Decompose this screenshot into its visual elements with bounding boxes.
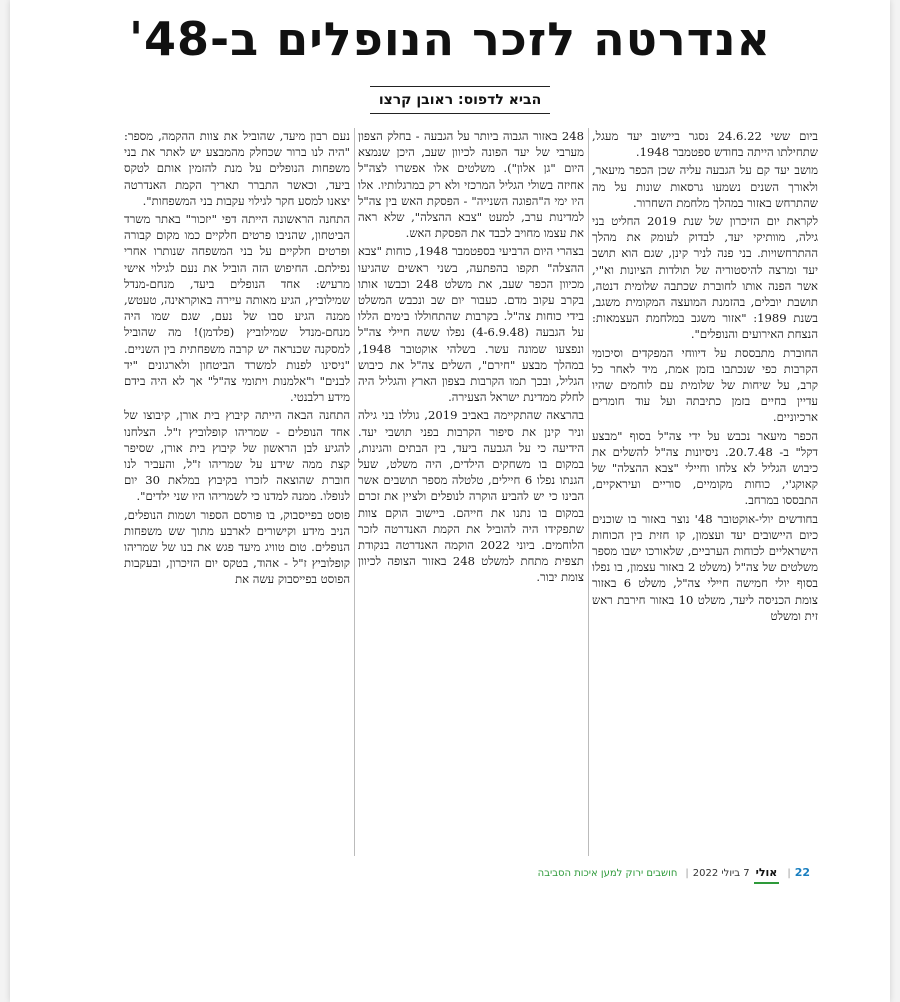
- paragraph: בחודשים יולי-אוקטובר 48' נוצר באזור בו שוכנים כיום היישובים יעד ועצמון, קו חזית בין הכוחות הישראליים לכוחות הערביים, שלאורכו ישבו מספר משלטים של צה"ל (משלט 2 באזור עצמון, בו נפלו בסוף יולי חמישה חיילי צה"ל, משלט 6 באזור צומת הכניסה ליעד, משלט 10 באזור חירבת ראש זית ומשלט: [592, 511, 818, 623]
- article-byline: הביא לדפוס: ראובן קרצו: [370, 86, 550, 114]
- paragraph: התחנה הבאה הייתה קיבוץ בית אורן, קיבוצו של אחד הנופלים - שמריהו קופלוביץ ז"ל. הצלחנו להגיע לבן הראשון של קיבוץ בית אורן, שסיפר קצת ממה שידע על שמריהו ז"ל, והעביר לנו חוברת שהוצאה לזכרו בקיבוץ במלאת 30 יום לנופלו. ממנה למדנו כי לשמריהו היו שני ילדים".: [124, 408, 350, 504]
- paragraph: בהרצאה שהתקיימה באביב 2019, גוללו בני גילה וניר קינן את סיפור הקרבות בפני תושבי יעד. הידיעה כי על הגבעה ביעד, בין הבתים והגינות, במקום בו משחקים הילדים, היה משלט, שעל הגנתו נפלו 6 חיילים, טלטלה מספר תושבים אשר הבינו כי יש להביע הוקרה לנופלים ולציין את זכרם במקום בו נתנו את חייהם. ביישוב הוקם צוות שתפקידו היה להוביל את הקמת האנדרטה לזכר הלוחמים. ביוני 2022 הוקמה האנדרטה בנקודת תצפית מתחת למשלט 248 באזור הצופה לכיוון צומת יבור.: [358, 408, 584, 585]
- newspaper-page: [10, 0, 890, 1002]
- article-column-middle: [358, 128, 584, 858]
- paragraph: 248 באזור הגבוה ביותר על הגבעה - בחלק הצפון מערבי של יעד הפונה לכיוון שעב, היכן שנמצא היום "גן אלון"). משלטים אלו אפשרו לצה"ל אחיזה בשולי הגליל המרכזי ולא רק במרגלותיו. אלו היו ימי ה"הפוגה השנייה" - הפסקת האש בין צה"ל למדינות ערב, למעט "צבא ההצלה", שלא ראה את עצמו מחויב לכבד את הפסקת האש.: [358, 129, 584, 241]
- paragraph: ביום ששי 24.6.22 נסגר ביישוב יעד מעגל, שתחילתו הייתה בחודש ספטמבר 1948.: [592, 129, 818, 160]
- page-footer: [510, 864, 810, 882]
- paragraph: מושב יעד קם על הגבעה עליה שכן הכפר מיעאר, ולאורך השנים נשמעו גרסאות שונות על מה שהתרחש באזור במהלך מלחמת השחרור.: [592, 163, 818, 210]
- paragraph: החוברת מתבססת על דיווחי המפקדים וסיכומי הקרבות כפי שנכתבו בזמן אמת, מיד לאחר כל קרב, על שיחות של שלומית עם לוחמים שהיו עדיין בחיים בזמן כתיבתה ועל עוד חומרים ארכיוניים.: [592, 345, 818, 425]
- column-divider: [588, 128, 589, 856]
- column-divider: [354, 128, 355, 856]
- paragraph: לקראת יום הזיכרון של שנת 2019 החליט בני גילה, מוותיקי יעד, לבדוק לעומק את מהלך ההתרחשויות. בני פנה לניר קינן, שגם הוא תושב יעד ומרצה להיסטוריה של תולדות הציונות וא"י, אשר הפנה אותו לחוברת שכתבה שלומית דנטה, תושבת יובלים, בהזמנת המועצה המקומית משגב, בשנת 1989: "אזור משגב במלחמת העצמאות: הנצחת האירועים והנופלים".: [592, 214, 818, 342]
- paragraph: התחנה הראשונה הייתה דפי "יזכור" באתר משרד הביטחון, שהניבו פרטים חלקיים כמו מקום קבורה ופרטים חלקיים על בני המשפחה שנותרו אחרי נפילתם. החיפוש הזה הוביל את נעם לגילוי אישי מרעיש: אחד הנופלים ביעד, מנחם-מנדל שמילוביץ, הגיע מאותה עיירה באוקראינה, טעטש, ממנה הגיע סבו של נעם, שגם שמו היה מנחם-מנדל שמילוביץ (פלדמן)! מה שהוביל למסקנה שכנראה יש קרבה משפחתית בין השניים. "ניסינו לפנות למשרד הביטחון ולארגונים "יד לבנים" ו"אלמנות ויתומי צה"ל" אך לא היה בידם מידע רלבנטי.: [124, 212, 350, 405]
- article-column-right: [592, 128, 818, 858]
- article-headline: אנדרטה לזכר הנופלים ב-48': [128, 12, 772, 66]
- footer-date: 7 ביולי 2022: [692, 868, 750, 879]
- paragraph: בצהרי היום הרביעי בספטמבר 1948, כוחות "צבא ההצלה" תקפו בהפתעה, בשני ראשים שהגיעו מכיוון הכפר שעב, את משלט 248 וכבשו אותו בקרב עקוב מדם. כעבור יום שב ונכבש המשלט בידי כוחות צה"ל. בקרבות שהתחוללו בימים הללו על הגבעה (4-6.9.48) נפלו ששה חיילי צה"ל ונפצעו שמונה עשר. בשלהי אוקטובר 1948, במהלך מבצע "חירם", השלים צה"ל את כיבוש הגליל, ובכך תמו הקרבות בצפון הארץ והגליל היה לחלק ממדינת ישראל הצעירה.: [358, 244, 584, 405]
- paragraph: נעם רבון מיעד, שהוביל את צוות ההקמה, מספר: "היה לנו ברור שכחלק מהמבצע יש לאתר את בני משפחות הנופלים על מנת להזמין אותם לטקס ביעד, וכאשר התברר תאריך הקמת האנדרטה יצאנו למסע חקר לגילוי עקבות בני המשפחות".: [124, 129, 350, 208]
- publication-logo: אולי: [754, 864, 780, 884]
- article-column-left: [124, 128, 350, 858]
- footer-tagline: חושבים ירוק למען איכות הסביבה: [537, 868, 678, 879]
- paragraph: פוסט בפייסבוק, בו פורסם הספור ושמות הנופלים, הניב מידע וקישורים לארבע מתוך שש משפחות הנופלים. טום טוויג מיעד פגש את בנו של שמריהו קופלוביץ ז"ל - אהוד, בטקס יום הזיכרון, ובעקבות הפוסט בפייסבוק עשה את: [124, 507, 350, 587]
- footer-separator: |: [685, 868, 689, 879]
- paragraph: הכפר מיעאר נכבש על ידי צה"ל בסוף "מבצע דקל" ב- 20.7.48. ניסיונות צה"ל להשלים את כיבוש הגליל לא צלחו וחיילי "צבא ההצלה" של קאוקג'י, כוחות מקומיים, סוריים ועיראקיים, התבססו במרחב.: [592, 428, 818, 508]
- page-number: 22: [794, 866, 810, 879]
- footer-separator: |: [787, 868, 791, 879]
